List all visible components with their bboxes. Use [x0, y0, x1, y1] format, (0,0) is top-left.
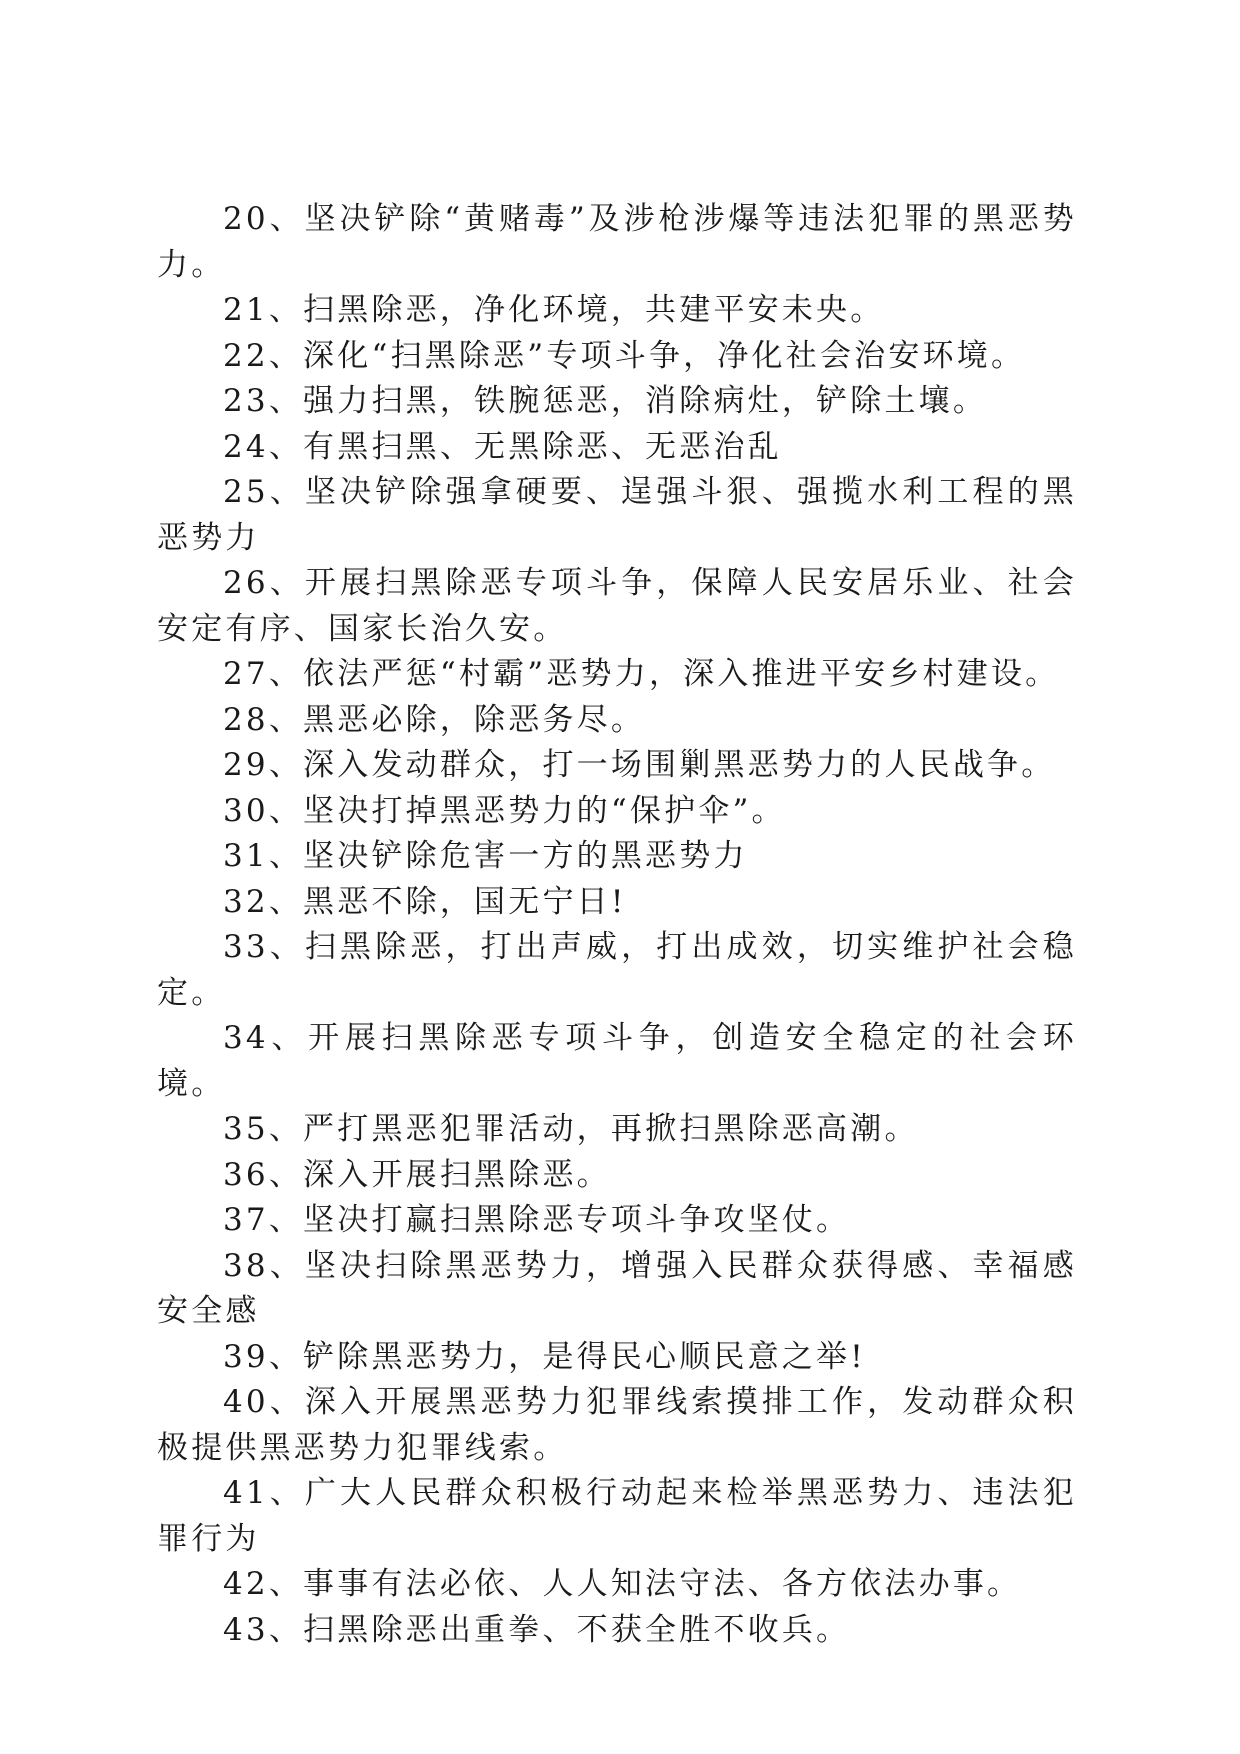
slogan-item: 21、扫黑除恶，净化环境，共建平安未央。 — [223, 292, 885, 328]
slogan-item: 29、深入发动群众，打一场围剿黑恶势力的人民战争。 — [223, 747, 1056, 783]
slogan-item: 42、事事有法必依、人人知法守法、各方依法办事。 — [223, 1566, 1022, 1602]
slogan-item: 27、依法严惩“村霸”恶势力，深入推进平安乡村建设。 — [223, 656, 1060, 692]
slogan-item: 30、坚决打掉黑恶势力的“保护伞”。 — [223, 792, 786, 829]
slogan-item: 41、广大人民群众积极行动起来检举黑恶势力、违法犯罪行为 — [157, 1475, 1077, 1557]
slogan-item: 32、黑恶不除，国无宁日! — [223, 883, 627, 920]
slogan-item: 37、坚决打赢扫黑除恶专项斗争攻坚仗。 — [223, 1202, 851, 1238]
slogan-item: 39、铲除黑恶势力，是得民心顺民意之举! — [223, 1338, 866, 1375]
slogan-item: 23、强力扫黑，铁腕惩恶，消除病灶，铲除土壤。 — [223, 383, 988, 419]
slogan-item: 43、扫黑除恶出重拳、不获全胜不收兵。 — [223, 1611, 851, 1648]
slogan-item: 40、深入开展黑恶势力犯罪线索摸排工作，发动群众积极提供黑恶势力犯罪线索。 — [157, 1384, 1077, 1466]
slogan-item: 25、坚决铲除强拿硬要、逞强斗狠、强揽水利工程的黑恶势力 — [157, 474, 1077, 556]
slogan-item: 33、扫黑除恶，打出声威，打出成效，切实维护社会稳定。 — [157, 929, 1077, 1011]
slogan-item: 28、黑恶必除，除恶务尽。 — [223, 701, 646, 738]
slogan-list — [157, 197, 1077, 1653]
slogan-item: 35、严打黑恶犯罪活动，再掀扫黑除恶高潮。 — [223, 1111, 919, 1147]
slogan-item: 31、坚决铲除危害一方的黑恶势力 — [223, 838, 748, 874]
slogan-item: 34、开展扫黑除恶专项斗争，创造安全稳定的社会环境。 — [157, 1020, 1077, 1102]
slogan-item: 26、开展扫黑除恶专项斗争，保障人民安居乐业、社会安定有序、国家长治久安。 — [157, 565, 1077, 647]
slogan-item: 24、有黑扫黑、无黑除恶、无恶治乱 — [223, 428, 782, 465]
slogan-item: 20、坚决铲除“黄赌毒”及涉枪涉爆等违法犯罪的黑恶势力。 — [157, 201, 1077, 283]
slogan-item: 38、坚决扫除黑恶势力，增强入民群众获得感、幸福感安全感 — [157, 1247, 1077, 1329]
slogan-item: 22、深化“扫黑除恶”专项斗争，净化社会治安环境。 — [223, 337, 1026, 374]
slogan-item: 36、深入开展扫黑除恶。 — [223, 1156, 611, 1193]
